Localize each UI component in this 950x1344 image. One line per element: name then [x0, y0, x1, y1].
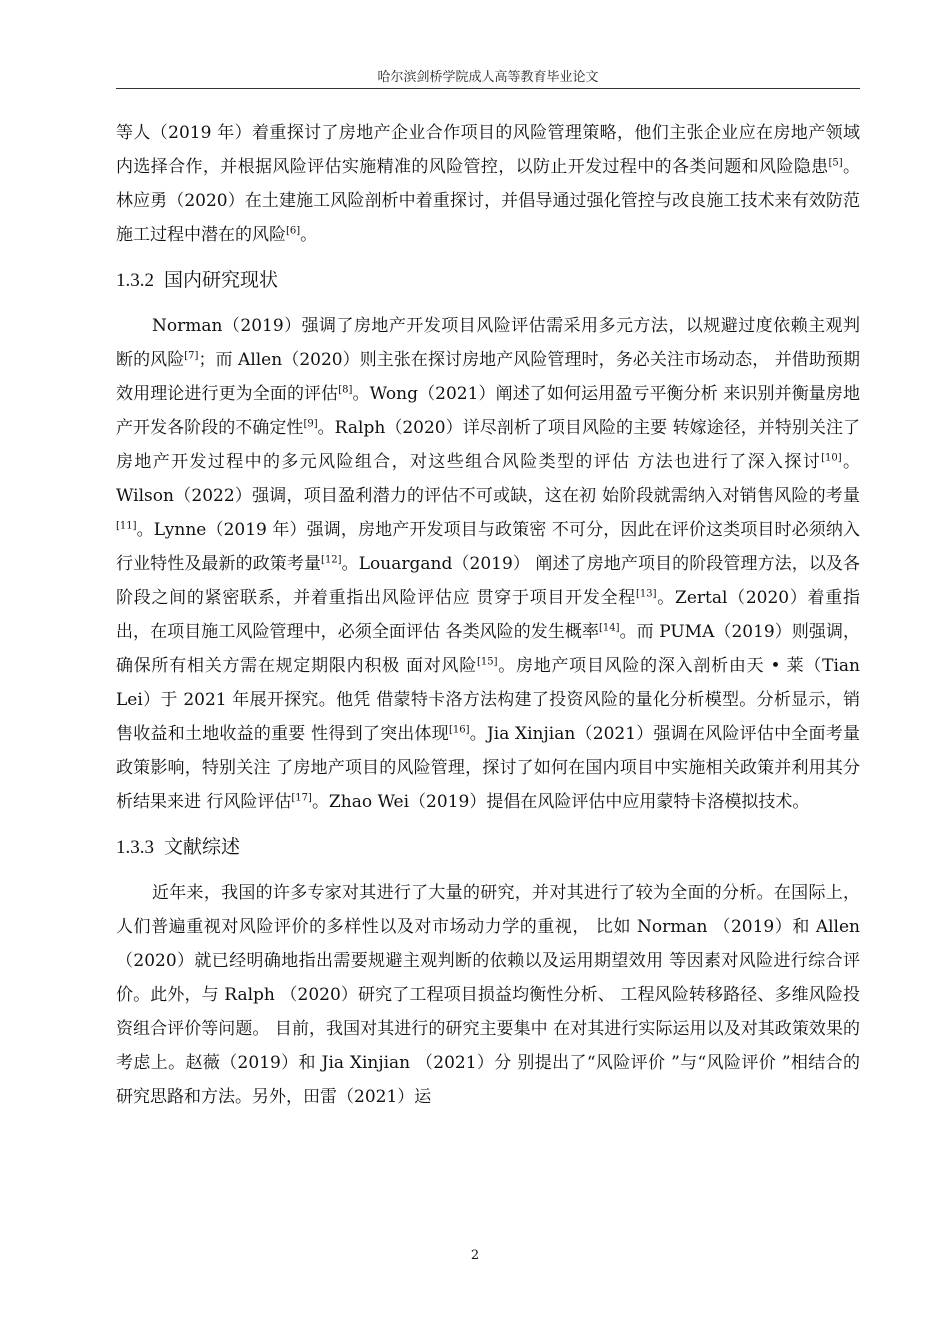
section-title: 国内研究现状 [164, 269, 279, 291]
section-title: 文献综述 [164, 836, 241, 858]
domestic-research-paragraph [116, 309, 860, 819]
text-run: 。林应勇（2020）在土建施工风险剖析中着重探讨，并倡导通过强化管控与改良施工技术来有效防范施工过程中潜在的风险 [116, 157, 861, 245]
section-heading-1-3-2 [116, 262, 860, 299]
citation-ref: [13] [636, 588, 657, 600]
text-run: 。Ralph（2020）详尽剖析了项目风险的主要 转嫁途径，并特别关注了房地产开发过程中的多元风险组合，对这些组合风险类型的评估 方法也进行了深入探讨 [116, 418, 861, 472]
text-run: 。 [300, 225, 318, 245]
citation-ref: [7] [184, 350, 199, 362]
text-run: 等人（2019 年）着重探讨了房地产企业合作项目的风险管理策略，他们主张企业应在房地产领域内选择合作，并根据风险评估实施精准的风险管控，以防止开发过程中的各类问题和风险隐患 [116, 123, 860, 177]
text-run: Norman（2019）强调了房地产开发项目风险评估需采用多元方法，以规避过度依赖主观判断的风险 [116, 316, 860, 370]
citation-ref: [12] [321, 554, 342, 566]
citation-ref: [6] [286, 225, 301, 237]
text-run: 近年来，我国的许多专家对其进行了大量的研究，并对其进行了较为全面的分析。在国际上，人们普遍重视对风险评价的多样性以及对市场动力学的重视， 比如 Norman （2019）和 Allen （2020）就已经明确地指出需要规避主观判断的依赖以及运用期望效用 等因素对风险进行综合评价。此外，与 Ralph （2020）研究了工程项目损益均衡性分析、 工程风险转移路径、多维风险投资组合评价等问题。 目前，我国对其进行的研究主要集中 在对其进行实际运用以及对其政策效果的考虑上。赵薇（2019）和 Jia Xinjian （2021）分 别提出了“风险评价 ”与“风险评价 ”相结合的研究思路和方法。另外，田雷（2021）运 [116, 883, 860, 1107]
text-run: 。Wong（2021）阐述了如何运用盈亏平衡分析 来识别并衡量房地产开发各阶段的不确定性 [116, 384, 860, 438]
text-run: 。Zertal（2020）着重指出，在项目施工风险管理中，必须全面评估 各类风险的发生概率 [116, 588, 860, 642]
header-divider [116, 88, 860, 89]
citation-ref: [10] [821, 452, 842, 464]
citation-ref: [15] [476, 656, 498, 668]
text-run: 。Jia Xinjian（2021）强调在风险评估中全面考量政策影响，特别关注 了房地产项目的风险管理，探讨了如何在国内项目中实施相关政策并利用其分析结果来进 行风险评估 [116, 724, 860, 812]
text-run: 。Wilson（2022）强调，项目盈利潜力的评估不可或缺，这在初 始阶段就需纳入对销售风险的考量 [116, 452, 861, 506]
literature-review-paragraph [116, 876, 860, 1114]
citation-ref: [17] [291, 792, 312, 804]
running-header: 哈尔滨剑桥学院成人高等教育毕业论文 [377, 70, 599, 85]
text-run: 。Zhao Wei（2019）提倡在风险评估中应用蒙特卡洛模拟技术。 [311, 792, 810, 812]
text-run: 。Lynne（2019 年）强调，房地产开发项目与政策密 不可分，因此在评价这类项目时必须纳入行业特性及最新的政策考量 [116, 520, 860, 574]
section-number: 1.3.3 [116, 837, 154, 858]
citation-ref: [9] [303, 418, 318, 430]
text-run: ；而 Allen（2020）则主张在探讨房地产风险管理时，务必关注市场动态， 并借助预期效用理论进行更为全面的评估 [116, 350, 861, 404]
text-run: 。房地产项目风险的深入剖析由天 • 莱（Tian Lei）于 2021 年展开探究。他凭 借蒙特卡洛方法构建了投资风险的量化分析模型。分析显示，销售收益和土地收益的重要 性得到了突出体现 [116, 656, 860, 744]
section-number: 1.3.2 [116, 270, 154, 291]
citation-ref: [14] [599, 622, 620, 634]
intro-paragraph [116, 116, 860, 252]
section-heading-1-3-3 [116, 829, 860, 866]
citation-ref: [5] [828, 157, 843, 169]
citation-ref: [11] [116, 520, 137, 532]
citation-ref: [16] [449, 724, 470, 736]
page-content [116, 116, 860, 1114]
page-number: 2 [470, 1248, 480, 1263]
citation-ref: [8] [338, 384, 353, 396]
text-run: 。Louargand（2019） 阐述了房地产项目的阶段管理方法，以及各阶段之间的紧密联系，并着重指出风险评估应 贯穿于项目开发全程 [116, 554, 861, 608]
text-run: 。而 PUMA（2019）则强调，确保所有相关方需在规定期限内积极 面对风险 [116, 622, 860, 676]
